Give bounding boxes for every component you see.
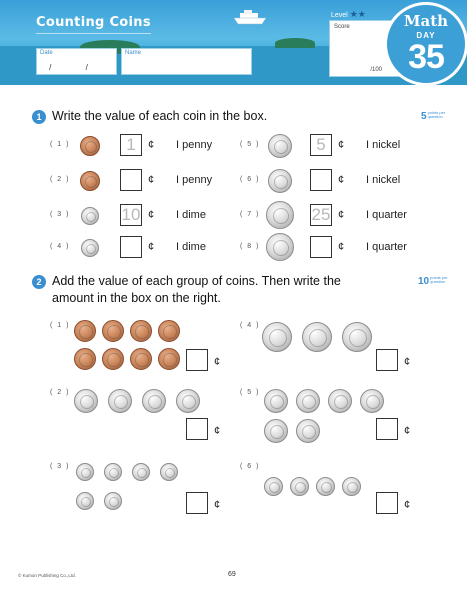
day-badge <box>384 2 467 85</box>
coin-name: I nickel <box>366 139 401 151</box>
points-value: 10 <box>418 276 430 287</box>
badge-day-label: DAY <box>416 31 436 40</box>
section-2-points <box>418 276 456 287</box>
cent-sign: ¢ <box>338 241 345 253</box>
dime-coin-icon <box>104 463 122 481</box>
dime-coin-icon <box>290 477 309 496</box>
name-field[interactable] <box>121 48 252 75</box>
level-stars: ★★ <box>349 9 366 19</box>
cent-sign: ¢ <box>404 425 411 437</box>
dime-coin-icon <box>160 463 178 481</box>
cent-sign: ¢ <box>404 499 411 511</box>
question-number: ( 5 ) <box>240 389 260 396</box>
answer-box[interactable] <box>376 418 398 440</box>
nickel-coin-icon <box>296 419 320 443</box>
question-number: ( 1 ) <box>50 322 70 329</box>
name-label: Name <box>125 50 142 56</box>
penny-coin-icon <box>158 320 180 342</box>
nickel-coin-icon <box>296 389 320 413</box>
page-title: Counting Coins <box>36 15 151 30</box>
coin-name: I dime <box>176 209 206 221</box>
dime-coin-icon <box>76 492 94 510</box>
dime-coin-icon <box>81 207 99 225</box>
nickel-coin-icon <box>268 134 292 158</box>
quarter-coin-icon <box>266 201 294 229</box>
score-label: Score <box>334 24 350 30</box>
cent-sign: ¢ <box>148 174 155 186</box>
quarter-coin-icon <box>342 322 372 352</box>
question-number: ( 4 ) <box>240 322 260 329</box>
question-number: ( 6 ) <box>240 176 260 183</box>
copyright-text: © Kumon Publishing Co.,Ltd. <box>18 573 76 578</box>
cent-sign: ¢ <box>214 356 221 368</box>
question-number: ( 3 ) <box>50 463 70 470</box>
question-number: ( 3 ) <box>50 211 70 218</box>
island-decoration <box>275 38 315 48</box>
question-number: ( 2 ) <box>50 176 70 183</box>
cent-sign: ¢ <box>148 209 155 221</box>
nickel-coin-icon <box>176 389 200 413</box>
cent-sign: ¢ <box>338 139 345 151</box>
question-number: ( 2 ) <box>50 389 70 396</box>
penny-coin-icon <box>102 348 124 370</box>
penny-coin-icon <box>80 136 100 156</box>
answer-box[interactable] <box>310 236 332 258</box>
date-field[interactable] <box>36 48 117 75</box>
nickel-coin-icon <box>360 389 384 413</box>
score-max: /100 <box>370 67 382 73</box>
cent-sign: ¢ <box>148 139 155 151</box>
section-1-number: 1 <box>32 110 46 124</box>
answer-box[interactable] <box>186 492 208 514</box>
nickel-coin-icon <box>328 389 352 413</box>
coin-name: I penny <box>176 139 213 151</box>
title-underline <box>36 33 151 34</box>
level-indicator <box>331 9 366 20</box>
answer-box[interactable] <box>186 349 208 371</box>
answer-box[interactable] <box>120 169 142 191</box>
nickel-coin-icon <box>74 389 98 413</box>
penny-coin-icon <box>80 171 100 191</box>
dime-coin-icon <box>264 477 283 496</box>
nickel-coin-icon <box>264 419 288 443</box>
penny-coin-icon <box>102 320 124 342</box>
nickel-coin-icon <box>264 389 288 413</box>
dime-coin-icon <box>76 463 94 481</box>
section-2-instruction-line2: amount in the box on the right. <box>52 291 221 305</box>
answer-box[interactable] <box>310 169 332 191</box>
cent-sign: ¢ <box>214 499 221 511</box>
question-number: ( 1 ) <box>50 141 70 148</box>
points-text: points per question <box>427 110 446 119</box>
coin-name: I nickel <box>366 174 401 186</box>
question-number: ( 6 ) <box>240 463 260 470</box>
penny-coin-icon <box>74 348 96 370</box>
penny-coin-icon <box>158 348 180 370</box>
dime-coin-icon <box>81 239 99 257</box>
dime-coin-icon <box>342 477 361 496</box>
dime-coin-icon <box>132 463 150 481</box>
penny-coin-icon <box>130 348 152 370</box>
dime-coin-icon <box>104 492 122 510</box>
coin-name: I penny <box>176 174 213 186</box>
answer-box[interactable] <box>186 418 208 440</box>
question-number: ( 5 ) <box>240 141 260 148</box>
date-value: / / <box>49 63 104 72</box>
question-number: ( 7 ) <box>240 211 260 218</box>
question-number: ( 8 ) <box>240 243 260 250</box>
nickel-coin-icon <box>108 389 132 413</box>
ship-icon <box>232 10 268 26</box>
badge-subject: Math <box>403 12 449 30</box>
quarter-coin-icon <box>262 322 292 352</box>
badge-day-number: 35 <box>408 38 444 76</box>
answer-box[interactable] <box>376 349 398 371</box>
question-number: ( 4 ) <box>50 243 70 250</box>
coin-name: I quarter <box>366 241 407 253</box>
coin-name: I dime <box>176 241 206 253</box>
section-2-instruction-line1: Add the value of each group of coins. Then write the <box>52 274 341 288</box>
cent-sign: ¢ <box>148 241 155 253</box>
coin-name: I quarter <box>366 209 407 221</box>
nickel-coin-icon <box>268 169 292 193</box>
quarter-coin-icon <box>266 233 294 261</box>
answer-box[interactable]: 25 <box>311 205 331 224</box>
level-label: Level <box>331 12 348 19</box>
answer-box[interactable]: 1 <box>120 134 142 156</box>
section-2-number: 2 <box>32 275 46 289</box>
answer-box[interactable] <box>376 492 398 514</box>
section-1-instruction: Write the value of each coin in the box. <box>52 109 268 123</box>
nickel-coin-icon <box>142 389 166 413</box>
cent-sign: ¢ <box>404 356 411 368</box>
section-1-points <box>421 111 454 122</box>
cent-sign: ¢ <box>338 209 345 221</box>
answer-box[interactable] <box>120 236 142 258</box>
points-value: 5 <box>421 111 427 122</box>
penny-coin-icon <box>74 320 96 342</box>
dime-coin-icon <box>316 477 335 496</box>
points-text: points per question <box>430 275 448 284</box>
quarter-coin-icon <box>302 322 332 352</box>
answer-box[interactable]: 5 <box>310 134 332 156</box>
cent-sign: ¢ <box>214 425 221 437</box>
page-header <box>0 0 467 85</box>
answer-box[interactable]: 10 <box>121 205 141 224</box>
penny-coin-icon <box>130 320 152 342</box>
page-number: 69 <box>228 571 236 578</box>
date-label: Date <box>40 50 53 56</box>
cent-sign: ¢ <box>338 174 345 186</box>
